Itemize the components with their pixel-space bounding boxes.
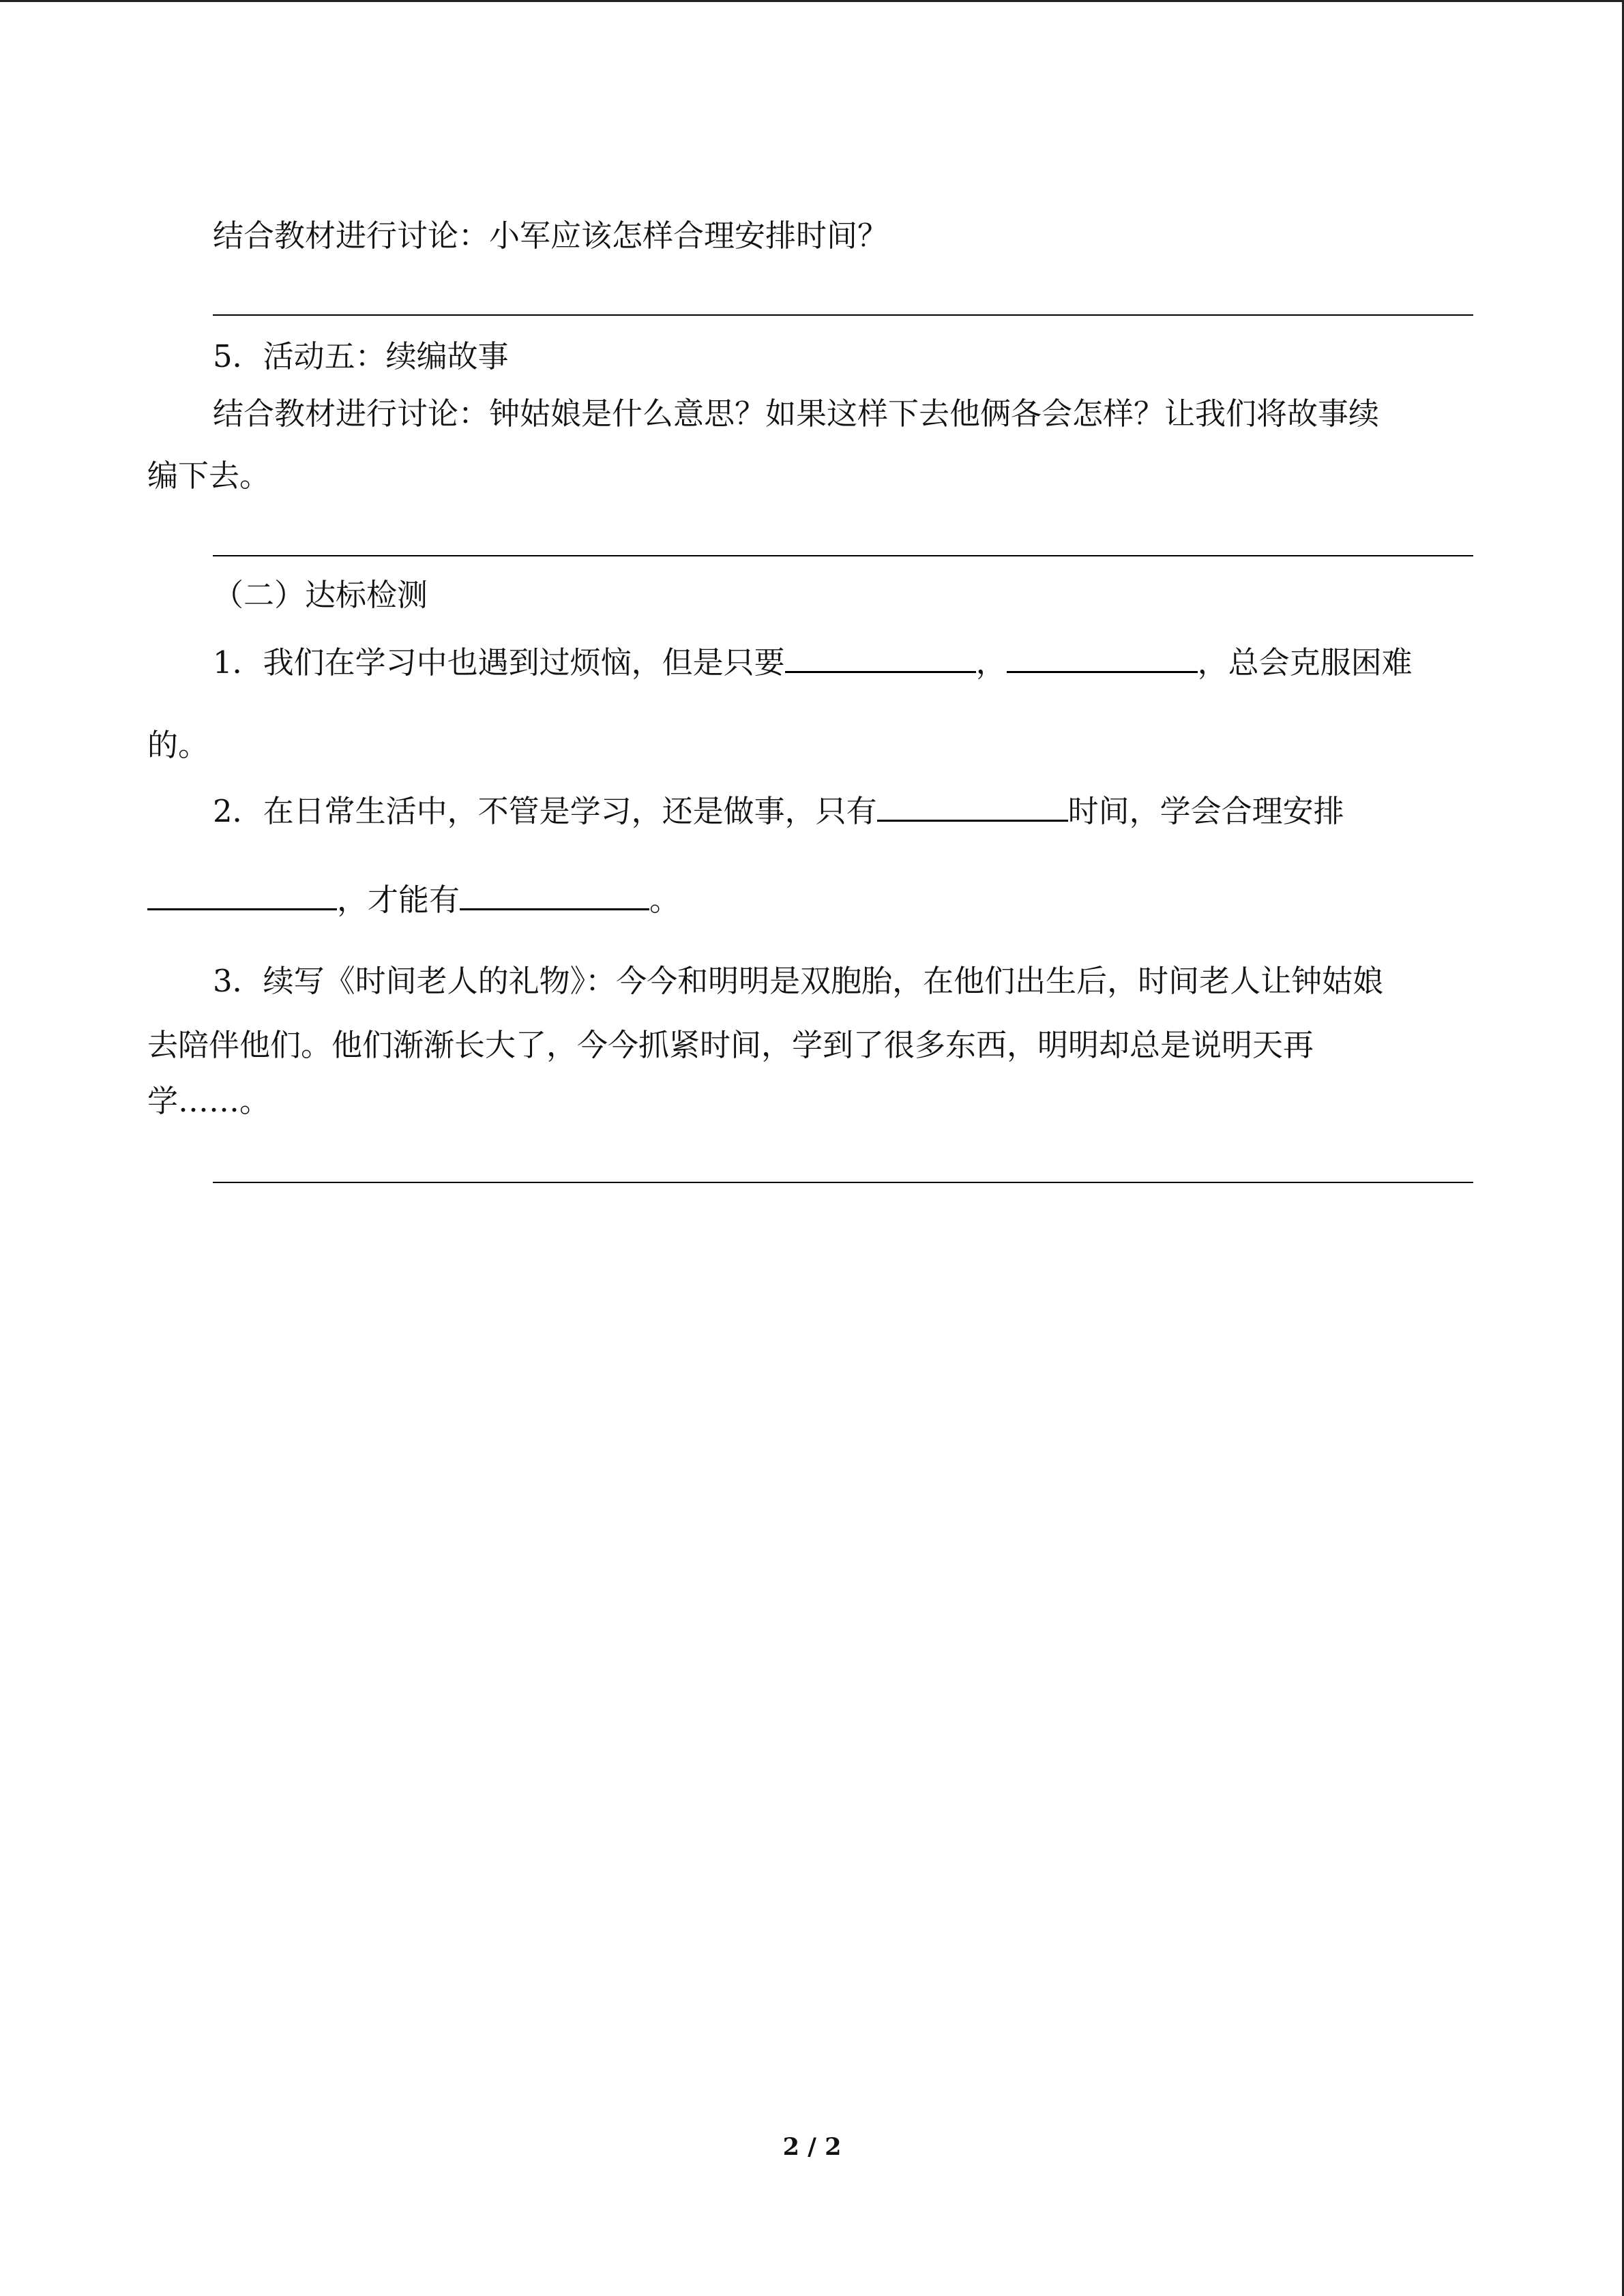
answer-line-4 xyxy=(213,314,1473,316)
question-2-line1 xyxy=(213,791,1344,832)
question-1-line1 xyxy=(213,642,1413,683)
question-2-prefix: 2．在日常生活中，不管是学习，还是做事，只有 xyxy=(213,793,877,829)
fill-blank-2b[interactable] xyxy=(147,880,337,910)
page-border-top xyxy=(0,0,1624,2)
question-2-line2 xyxy=(147,880,680,921)
question-2-line2-end: 。 xyxy=(649,882,681,918)
fill-blank-2c[interactable] xyxy=(460,880,649,910)
fill-blank-1b[interactable] xyxy=(1007,642,1198,673)
fill-blank-1a[interactable] xyxy=(785,642,976,673)
discussion-prompt-5-line2: 编下去。 xyxy=(147,458,271,494)
question-3-line2: 去陪伴他们。他们渐渐长大了，今今抓紧时间，学到了很多东西，明明却总是说明天再 xyxy=(147,1027,1314,1063)
fill-blank-2a[interactable] xyxy=(877,791,1068,822)
page-number: 2 / 2 xyxy=(782,2133,842,2161)
discussion-prompt-5-line1: 结合教材进行讨论：钟姑娘是什么意思？如果这样下去他俩各会怎样？让我们将故事续 xyxy=(213,396,1380,432)
answer-line-5 xyxy=(213,555,1473,556)
question-1-suffix: ，总会克服困难 xyxy=(1197,644,1413,681)
question-3-line3: 学……。 xyxy=(147,1083,271,1119)
question-3-line1: 3．续写《时间老人的礼物》：今今和明明是双胞胎，在他们出生后，时间老人让钟姑娘 xyxy=(213,963,1384,999)
answer-line-q3 xyxy=(213,1182,1473,1183)
question-1-separator: ， xyxy=(975,644,1007,681)
section-2-heading: （二）达标检测 xyxy=(213,577,428,613)
question-2-line2-middle: ，才能有 xyxy=(337,882,460,918)
discussion-prompt-4: 结合教材进行讨论：小军应该怎样合理安排时间？ xyxy=(213,218,889,254)
question-2-middle: 时间，学会合理安排 xyxy=(1067,793,1344,829)
question-1-prefix: 1．我们在学习中也遇到过烦恼，但是只要 xyxy=(213,644,785,681)
question-1-line2: 的。 xyxy=(147,727,209,763)
activity-5-heading: 5．活动五：续编故事 xyxy=(213,338,509,374)
